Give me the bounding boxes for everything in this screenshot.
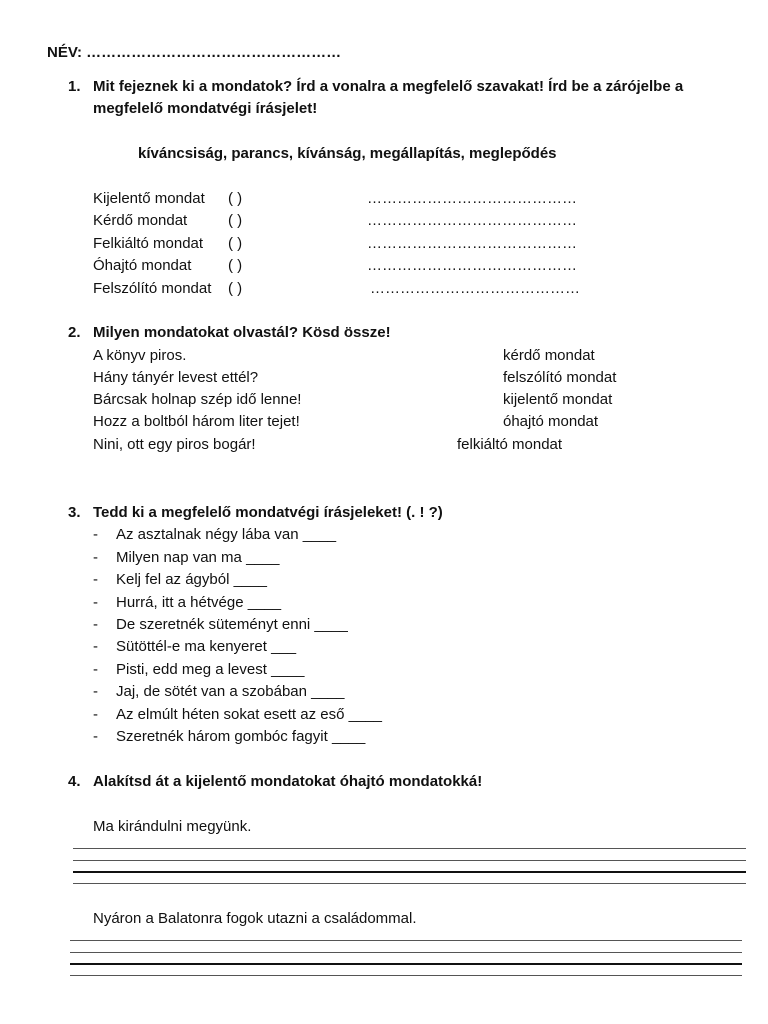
- list-item[interactable]: Az elmúlt héten sokat esett az eső ____: [116, 706, 382, 723]
- q1-row-paren[interactable]: ( ): [228, 257, 243, 274]
- q4-number: 4.: [68, 773, 81, 790]
- writing-line[interactable]: [70, 975, 742, 976]
- list-dash: -: [93, 526, 98, 543]
- q1-row-paren[interactable]: ( ): [228, 280, 243, 297]
- q4-title: Alakítsd át a kijelentő mondatokat óhajtó mondatokká!: [93, 773, 483, 790]
- list-item[interactable]: De szeretnék süteményt enni ____: [116, 616, 348, 633]
- q2-type: felszólító mondat: [503, 369, 617, 386]
- writing-line[interactable]: [73, 860, 746, 861]
- q2-type: kijelentő mondat: [503, 391, 613, 408]
- writing-line[interactable]: [73, 848, 746, 849]
- list-item[interactable]: Az asztalnak négy lába van ____: [116, 526, 337, 543]
- q1-row-paren[interactable]: ( ): [228, 212, 243, 229]
- q2-sentence: Bárcsak holnap szép idő lenne!: [93, 391, 302, 408]
- list-dash: -: [93, 616, 98, 633]
- q1-row-label: Felszólító mondat: [93, 280, 212, 297]
- list-item[interactable]: Sütöttél-e ma kenyeret ___: [116, 638, 297, 655]
- q1-row-label: Kijelentő mondat: [93, 190, 205, 207]
- q1-row-paren[interactable]: ( ): [228, 190, 243, 207]
- list-dash: -: [93, 638, 98, 655]
- q2-type: kérdő mondat: [503, 347, 595, 364]
- q1-row-blank[interactable]: ……………………………………: [367, 190, 577, 207]
- list-dash: -: [93, 571, 98, 588]
- q4-sentence-2: Nyáron a Balatonra fogok utazni a családommal.: [93, 910, 417, 927]
- q2-sentence: Nini, ott egy piros bogár!: [93, 436, 256, 453]
- q3-number: 3.: [68, 504, 81, 521]
- q2-sentence: Hány tányér levest ettél?: [93, 369, 259, 386]
- list-dash: -: [93, 661, 98, 678]
- q2-sentence: A könyv piros.: [93, 347, 187, 364]
- q2-number: 2.: [68, 324, 81, 341]
- q1-row-label: Kérdő mondat: [93, 212, 188, 229]
- q1-row-blank[interactable]: ……………………………………: [367, 257, 577, 274]
- list-dash: -: [93, 683, 98, 700]
- list-dash: -: [93, 594, 98, 611]
- list-item[interactable]: Szeretnék három gombóc fagyit ____: [116, 728, 366, 745]
- q1-row-blank[interactable]: ……………………………………: [367, 212, 577, 229]
- writing-line[interactable]: [73, 883, 746, 884]
- q1-title-line2: megfelelő mondatvégi írásjelet!: [93, 100, 318, 117]
- q1-title-line1: Mit fejeznek ki a mondatok? Írd a vonalra a megfelelő szavakat! Írd be a zárójelbe a: [93, 78, 684, 95]
- writing-line[interactable]: [70, 963, 742, 965]
- writing-line[interactable]: [70, 952, 742, 953]
- q4-sentence-1: Ma kirándulni megyünk.: [93, 818, 252, 835]
- q1-word-bank: kíváncsiság, parancs, kívánság, megállapítás, meglepődés: [138, 145, 557, 162]
- q2-type: óhajtó mondat: [503, 413, 599, 430]
- list-item[interactable]: Hurrá, itt a hétvége ____: [116, 594, 282, 611]
- q3-title: Tedd ki a megfelelő mondatvégi írásjeleket! (. ! ?): [93, 504, 443, 521]
- list-dash: -: [93, 728, 98, 745]
- q1-number: 1.: [68, 78, 81, 95]
- list-item[interactable]: Milyen nap van ma ____: [116, 549, 280, 566]
- name-label: NÉV: ……………………………………………: [47, 44, 342, 61]
- list-item[interactable]: Jaj, de sötét van a szobában ____: [116, 683, 345, 700]
- list-dash: -: [93, 549, 98, 566]
- q1-row-label: Felkiáltó mondat: [93, 235, 204, 252]
- q1-row-paren[interactable]: ( ): [228, 235, 243, 252]
- list-item[interactable]: Kelj fel az ágyból ____: [116, 571, 267, 588]
- writing-line[interactable]: [70, 940, 742, 941]
- writing-line[interactable]: [73, 871, 746, 873]
- q2-title: Milyen mondatokat olvastál? Kösd össze!: [93, 324, 391, 341]
- q2-type: felkiáltó mondat: [457, 436, 563, 453]
- q1-row-blank[interactable]: ……………………………………: [367, 235, 577, 252]
- list-item[interactable]: Pisti, edd meg a levest ____: [116, 661, 305, 678]
- q1-row-blank[interactable]: ……………………………………: [370, 280, 580, 297]
- list-dash: -: [93, 706, 98, 723]
- q2-sentence: Hozz a boltból három liter tejet!: [93, 413, 300, 430]
- q1-row-label: Óhajtó mondat: [93, 257, 192, 274]
